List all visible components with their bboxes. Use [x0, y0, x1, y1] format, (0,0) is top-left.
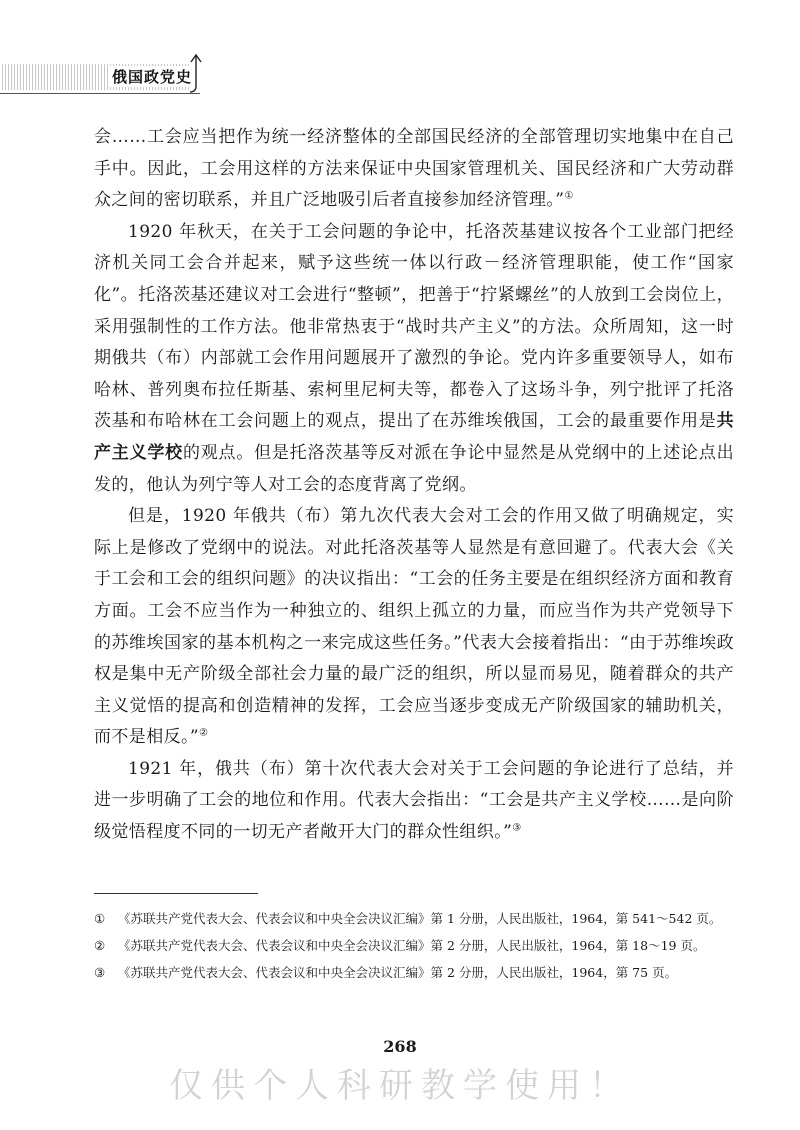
footnotes [94, 908, 734, 989]
footnote [94, 962, 734, 983]
footnote [94, 908, 734, 929]
footnote-mark: ③ [94, 965, 106, 980]
footnote-ref: ② [199, 727, 209, 739]
footnote-text: 《苏联共产党代表大会、代表会议和中央全会决议汇编》第 1 分册，人民出版社，1964，第 541～542 页。 [118, 911, 722, 926]
up-arrow-icon [186, 52, 206, 96]
footnote-mark: ② [94, 938, 106, 953]
running-header-title: 俄国政党史 [108, 66, 198, 87]
page-number: 268 [383, 1037, 417, 1056]
footnote-ref: ① [564, 190, 574, 202]
header-rule [0, 93, 200, 94]
footnote-text: 《苏联共产党代表大会、代表会议和中央全会决议汇编》第 2 分册，人民出版社，1964，第 18～19 页。 [118, 938, 706, 953]
bold-term: 共产主义学校 [94, 411, 734, 463]
watermark: 仅供个人科研教学使用！ [169, 1066, 631, 1106]
footnote-divider [94, 893, 258, 894]
paragraph: 会……工会应当把作为统一经济整体的全部国民经济的全部管理切实地集中在自己手中。因此，工会用这样的方法来保证中央国家管理机关、国民经济和广大劳动群众之间的密切联系，并且广泛地吸引后者直接参加经济管理。”① [94, 127, 734, 211]
footnote [94, 935, 734, 956]
paragraph: 但是，1920 年俄共（布）第九次代表大会对工会的作用又做了明确规定，实际上是修改了党纲中的说法。对此托洛茨基等人显然是有意回避了。代表大会《关于工会和工会的组织问题》的决议指出：“工会的任务主要是在组织经济方面和教育方面。工会不应当作为一种独立的、组织上孤立的力量，而应当作为共产党领导下的苏维埃国家的基本机构之一来完成这些任务。”代表大会接着指出：“由于苏维埃政权是集中无产阶级全部社会力量的最广泛的组织，所以显而易见，随着群众的共产主义觉悟的提高和创造精神的发挥，工会应当逐步变成无产阶级国家的辅助机关，而不是相反。”② [94, 506, 734, 748]
footnote-ref: ③ [512, 822, 522, 834]
paragraph: 1921 年，俄共（布）第十次代表大会对关于工会问题的争论进行了总结，并进一步明确了工会的地位和作用。代表大会指出：“工会是共产主义学校……是向阶级觉悟程度不同的一切无产者敞开大门的群众性组织。”③ [94, 758, 734, 843]
paragraph: 1920 年秋天，在关于工会问题的争论中，托洛茨基建议按各个工业部门把经济机关同工会合并起来，赋予这些统一体以行政－经济管理职能，使工作“国家化”。托洛茨基还建议对工会进行“整顿”，把善于“拧紧螺丝”的人放到工会岗位上，采用强制性的工作方法。他非常热衷于“战时共产主义”的方法。众所周知，这一时期俄共（布）内部就工会作用问题展开了激烈的争论。党内许多重要领导人，如布哈林、普列奥布拉任斯基、索柯里尼柯夫等，都卷入了这场斗争，列宁批评了托洛茨基和布哈林在工会问题上的观点，提出了在苏维埃俄国，工会的最重要作用是共产主义学校的观点。但是托洛茨基等反对派在争论中显然是从党纲中的上述论点出发的，他认为列宁等人对工会的态度背离了党纲。 [94, 221, 735, 495]
footnote-text: 《苏联共产党代表大会、代表会议和中央全会决议汇编》第 2 分册，人民出版社，1964，第 75 页。 [118, 965, 678, 980]
body-text [94, 122, 734, 849]
footnote-mark: ① [94, 911, 106, 926]
